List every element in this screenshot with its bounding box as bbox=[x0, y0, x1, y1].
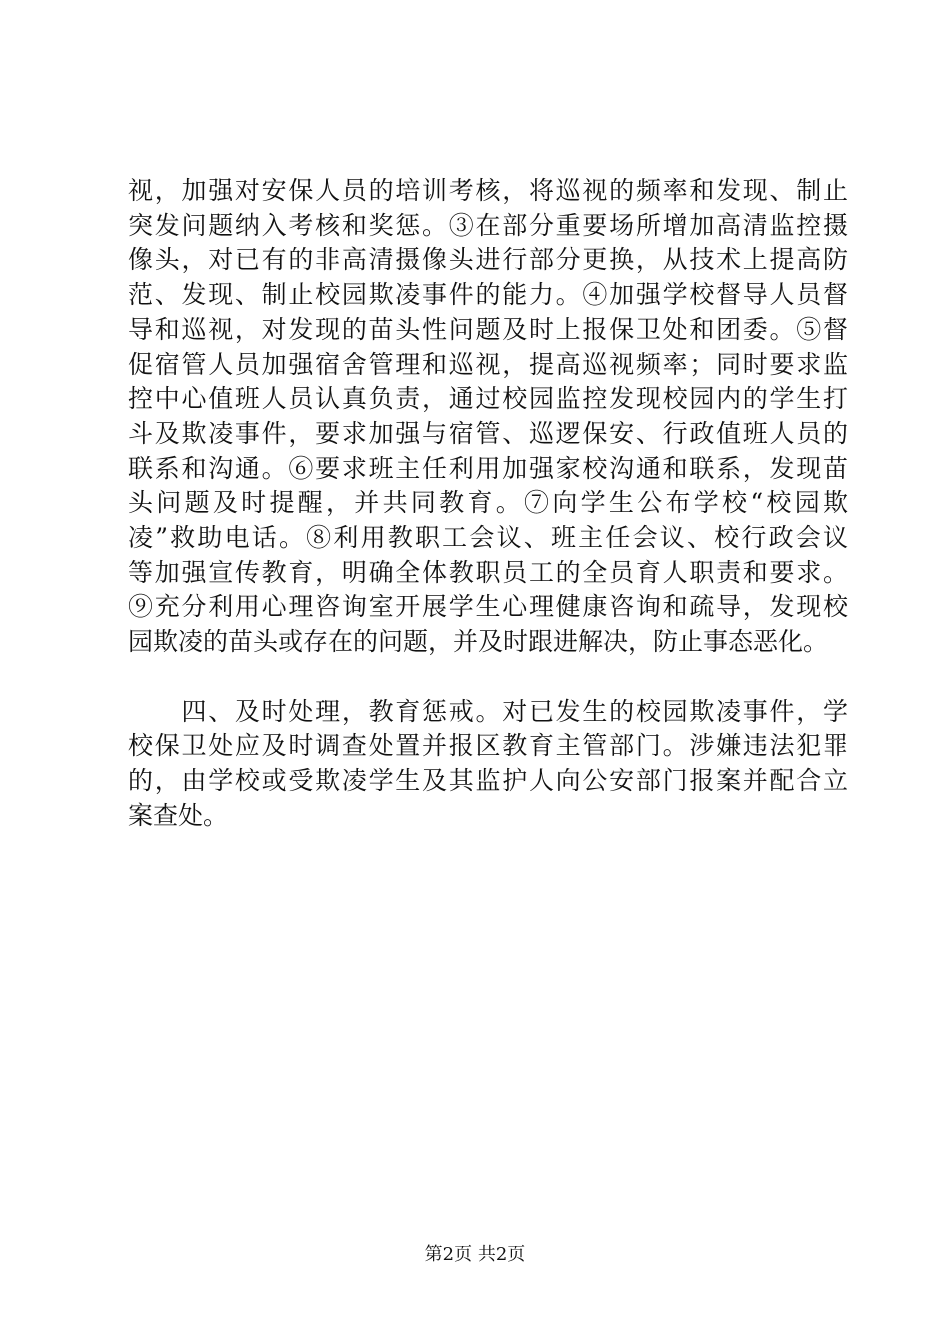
page-footer bbox=[0, 1240, 950, 1266]
text-line: 像头，对已有的非高清摄像头进行部分更换，从技术上提高防 bbox=[128, 245, 848, 275]
text-line: 范、发现、制止校园欺凌事件的能力。④加强学校督导人员督 bbox=[128, 280, 848, 310]
text-line: 斗及欺凌事件，要求加强与宿管、巡逻保安、行政值班人员的 bbox=[128, 418, 848, 448]
text-line: 案查处。 bbox=[128, 800, 229, 830]
text-line: 视，加强对安保人员的培训考核，将巡视的频率和发现、制止 bbox=[128, 176, 848, 205]
paragraph-timely-handling bbox=[128, 695, 848, 834]
text-line: ⑨充分利用心理咨询室开展学生心理健康咨询和疏导，发现校 bbox=[128, 592, 848, 622]
text-line: 头问题及时提醒，并共同教育。⑦向学生公布学校“校园欺 bbox=[128, 488, 848, 518]
text-line: 控中心值班人员认真负责，通过校园监控发现校园内的学生打 bbox=[128, 384, 848, 414]
text-line: 突发问题纳入考核和奖惩。③在部分重要场所增加高清监控摄 bbox=[128, 210, 848, 240]
paragraph-safety-measures bbox=[128, 174, 848, 660]
text-line: 的，由学校或受欺凌学生及其监护人向公安部门报案并配合立 bbox=[128, 765, 848, 795]
text-line: 导和巡视，对发现的苗头性问题及时上报保卫处和团委。⑤督 bbox=[128, 314, 848, 344]
page-number-indicator: 第2页 共2页 bbox=[424, 1244, 526, 1265]
text-line: 凌”救助电话。⑧利用教职工会议、班主任会议、校行政会议 bbox=[128, 523, 848, 553]
text-line: 校保卫处应及时调查处置并报区教育主管部门。涉嫌违法犯罪 bbox=[128, 731, 848, 761]
text-line: 联系和沟通。⑥要求班主任利用加强家校沟通和联系，发现苗 bbox=[128, 453, 848, 483]
text-line: 促宿管人员加强宿舍管理和巡视，提高巡视频率；同时要求监 bbox=[128, 349, 848, 379]
text-line: 四、及时处理，教育惩戒。对已发生的校园欺凌事件，学 bbox=[128, 696, 848, 726]
paragraph-spacer bbox=[128, 660, 848, 695]
text-line: 园欺凌的苗头或存在的问题，并及时跟进解决，防止事态恶化。 bbox=[128, 627, 829, 657]
text-line: 等加强宣传教育，明确全体教职员工的全员育人职责和要求。 bbox=[128, 557, 848, 587]
document-body bbox=[128, 174, 848, 833]
